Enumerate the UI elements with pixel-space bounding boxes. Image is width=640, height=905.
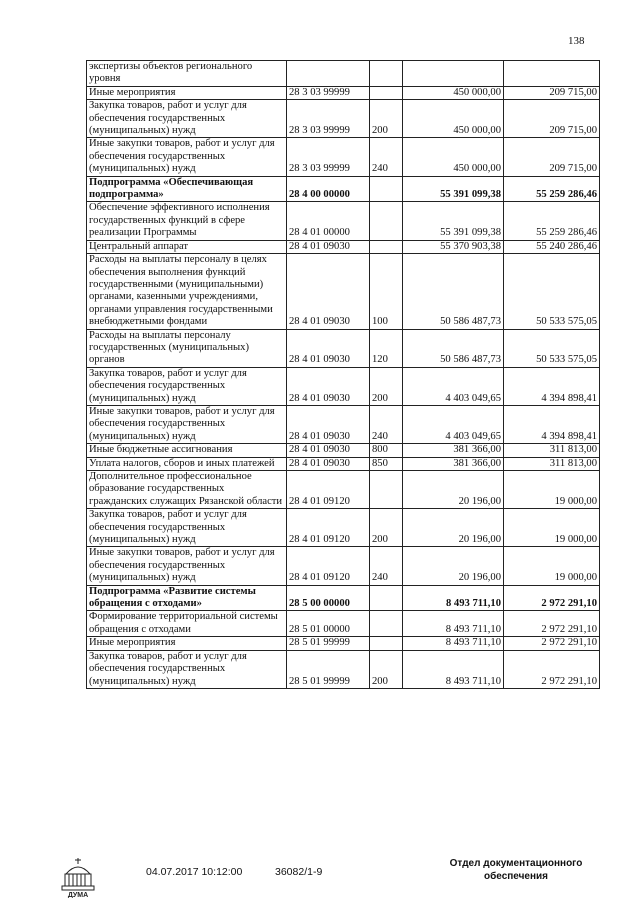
row-name: Центральный аппарат — [87, 240, 287, 253]
row-sum1: 381 366,00 — [403, 457, 504, 470]
row-csr: 28 4 01 09120 — [287, 547, 370, 585]
row-sum1: 55 370 903,38 — [403, 240, 504, 253]
table-row — [87, 444, 600, 457]
row-vr — [370, 61, 403, 87]
row-sum1: 20 196,00 — [403, 547, 504, 585]
row-vr — [370, 471, 403, 509]
row-csr: 28 4 01 09030 — [287, 329, 370, 367]
row-sum1: 8 493 711,10 — [403, 611, 504, 637]
row-sum2: 55 240 286,46 — [504, 240, 600, 253]
table-row — [87, 585, 600, 611]
stamp-text: ДУМА — [67, 892, 89, 898]
row-sum1: 381 366,00 — [403, 444, 504, 457]
row-name: Расходы на выплаты персоналу государственных (муниципальных) органов — [87, 329, 287, 367]
row-csr: 28 4 01 09030 — [287, 254, 370, 329]
row-csr: 28 4 01 09030 — [287, 457, 370, 470]
row-vr: 200 — [370, 650, 403, 688]
row-name: Иные бюджетные ассигнования — [87, 444, 287, 457]
row-sum1: 20 196,00 — [403, 471, 504, 509]
table-row — [87, 457, 600, 470]
row-sum1: 8 493 711,10 — [403, 585, 504, 611]
row-sum2: 4 394 898,41 — [504, 405, 600, 443]
row-sum2: 50 533 575,05 — [504, 254, 600, 329]
row-vr: 200 — [370, 100, 403, 138]
row-csr: 28 5 01 00000 — [287, 611, 370, 637]
row-name: Иные мероприятия — [87, 637, 287, 650]
row-sum2: 209 715,00 — [504, 138, 600, 176]
footer-date: 04.07.2017 10:12:00 — [146, 866, 243, 878]
row-csr: 28 4 01 09030 — [287, 405, 370, 443]
table-row — [87, 637, 600, 650]
table-row — [87, 650, 600, 688]
table-row — [87, 100, 600, 138]
row-sum2: 19 000,00 — [504, 471, 600, 509]
row-sum2: 55 259 286,46 — [504, 202, 600, 240]
row-sum2: 2 972 291,10 — [504, 650, 600, 688]
row-sum2: 209 715,00 — [504, 100, 600, 138]
row-name: Закупка товаров, работ и услуг для обеспечения государственных (муниципальных) нужд — [87, 509, 287, 547]
table-row — [87, 202, 600, 240]
row-sum2: 209 715,00 — [504, 86, 600, 99]
row-vr: 850 — [370, 457, 403, 470]
row-sum2: 2 972 291,10 — [504, 637, 600, 650]
row-name: Закупка товаров, работ и услуг для обеспечения государственных (муниципальных) нужд — [87, 650, 287, 688]
row-vr — [370, 202, 403, 240]
row-csr: 28 5 01 99999 — [287, 637, 370, 650]
row-vr: 200 — [370, 509, 403, 547]
table-row — [87, 405, 600, 443]
table-row — [87, 471, 600, 509]
row-name: Иные закупки товаров, работ и услуг для обеспечения государственных (муниципальных) нужд — [87, 405, 287, 443]
row-csr: 28 4 01 09030 — [287, 367, 370, 405]
row-vr: 240 — [370, 405, 403, 443]
row-vr: 100 — [370, 254, 403, 329]
row-sum2: 311 813,00 — [504, 457, 600, 470]
row-csr: 28 4 01 09030 — [287, 240, 370, 253]
table-row — [87, 240, 600, 253]
row-sum1: 55 391 099,38 — [403, 202, 504, 240]
row-vr — [370, 611, 403, 637]
row-name: Обеспечение эффективного исполнения государственных функций в сфере реализации Программы — [87, 202, 287, 240]
row-sum1: 55 391 099,38 — [403, 176, 504, 202]
row-sum2: 2 972 291,10 — [504, 585, 600, 611]
row-name: Иные закупки товаров, работ и услуг для обеспечения государственных (муниципальных) нужд — [87, 547, 287, 585]
table-row — [87, 86, 600, 99]
row-name: Иные закупки товаров, работ и услуг для обеспечения государственных (муниципальных) нужд — [87, 138, 287, 176]
table-row — [87, 547, 600, 585]
row-name: Подпрограмма «Развитие системы обращения с отходами» — [87, 585, 287, 611]
table-row — [87, 254, 600, 329]
row-sum1: 4 403 049,65 — [403, 405, 504, 443]
table-row — [87, 611, 600, 637]
row-vr: 800 — [370, 444, 403, 457]
row-vr — [370, 637, 403, 650]
row-csr: 28 5 01 99999 — [287, 650, 370, 688]
row-sum2: 4 394 898,41 — [504, 367, 600, 405]
footer-doc-number: 36082/1-9 — [275, 866, 323, 878]
row-sum1: 450 000,00 — [403, 138, 504, 176]
row-name: экспертизы объектов регионального уровня — [87, 61, 287, 87]
budget-table — [86, 60, 600, 689]
row-vr — [370, 176, 403, 202]
row-name: Подпрограмма «Обеспечивающая подпрограмма» — [87, 176, 287, 202]
row-sum1: 50 586 487,73 — [403, 254, 504, 329]
row-name: Уплата налогов, сборов и иных платежей — [87, 457, 287, 470]
row-csr: 28 3 03 99999 — [287, 138, 370, 176]
row-sum1: 450 000,00 — [403, 86, 504, 99]
duma-stamp-logo — [56, 856, 100, 898]
row-csr: 28 4 01 09120 — [287, 509, 370, 547]
row-sum2 — [504, 61, 600, 87]
table-row — [87, 61, 600, 87]
row-csr: 28 5 00 00000 — [287, 585, 370, 611]
row-vr — [370, 240, 403, 253]
row-csr: 28 4 01 09030 — [287, 444, 370, 457]
row-sum2: 311 813,00 — [504, 444, 600, 457]
page-number: 138 — [568, 35, 585, 47]
row-name: Закупка товаров, работ и услуг для обеспечения государственных (муниципальных) нужд — [87, 367, 287, 405]
table-row — [87, 176, 600, 202]
row-sum1: 450 000,00 — [403, 100, 504, 138]
row-sum1: 50 586 487,73 — [403, 329, 504, 367]
table-row — [87, 138, 600, 176]
row-sum2: 50 533 575,05 — [504, 329, 600, 367]
row-vr — [370, 585, 403, 611]
footer-department: Отдел документационного обеспечения — [449, 858, 583, 882]
row-sum1: 8 493 711,10 — [403, 637, 504, 650]
row-name: Расходы на выплаты персоналу в целях обеспечения выполнения функций государственными (муниципальными) органами, казенными учреждениями, органами управления государственными внебюджетными фондами — [87, 254, 287, 329]
row-csr: 28 4 00 00000 — [287, 176, 370, 202]
row-csr — [287, 61, 370, 87]
footer — [0, 856, 640, 901]
row-sum2: 55 259 286,46 — [504, 176, 600, 202]
row-sum2: 19 000,00 — [504, 547, 600, 585]
row-csr: 28 4 01 00000 — [287, 202, 370, 240]
row-csr: 28 4 01 09120 — [287, 471, 370, 509]
budget-table-body — [87, 61, 600, 689]
table-row — [87, 509, 600, 547]
row-vr: 240 — [370, 138, 403, 176]
row-vr — [370, 86, 403, 99]
row-name: Закупка товаров, работ и услуг для обеспечения государственных (муниципальных) нужд — [87, 100, 287, 138]
row-sum2: 19 000,00 — [504, 509, 600, 547]
row-vr: 120 — [370, 329, 403, 367]
row-name: Формирование территориальной системы обращения с отходами — [87, 611, 287, 637]
row-sum2: 2 972 291,10 — [504, 611, 600, 637]
row-name: Дополнительное профессиональное образование государственных гражданских служащих Рязанской области — [87, 471, 287, 509]
table-row — [87, 367, 600, 405]
row-vr: 200 — [370, 367, 403, 405]
row-sum1: 4 403 049,65 — [403, 367, 504, 405]
row-csr: 28 3 03 99999 — [287, 86, 370, 99]
table-row — [87, 329, 600, 367]
row-vr: 240 — [370, 547, 403, 585]
row-csr: 28 3 03 99999 — [287, 100, 370, 138]
row-sum1: 8 493 711,10 — [403, 650, 504, 688]
row-sum1 — [403, 61, 504, 87]
row-sum1: 20 196,00 — [403, 509, 504, 547]
row-name: Иные мероприятия — [87, 86, 287, 99]
